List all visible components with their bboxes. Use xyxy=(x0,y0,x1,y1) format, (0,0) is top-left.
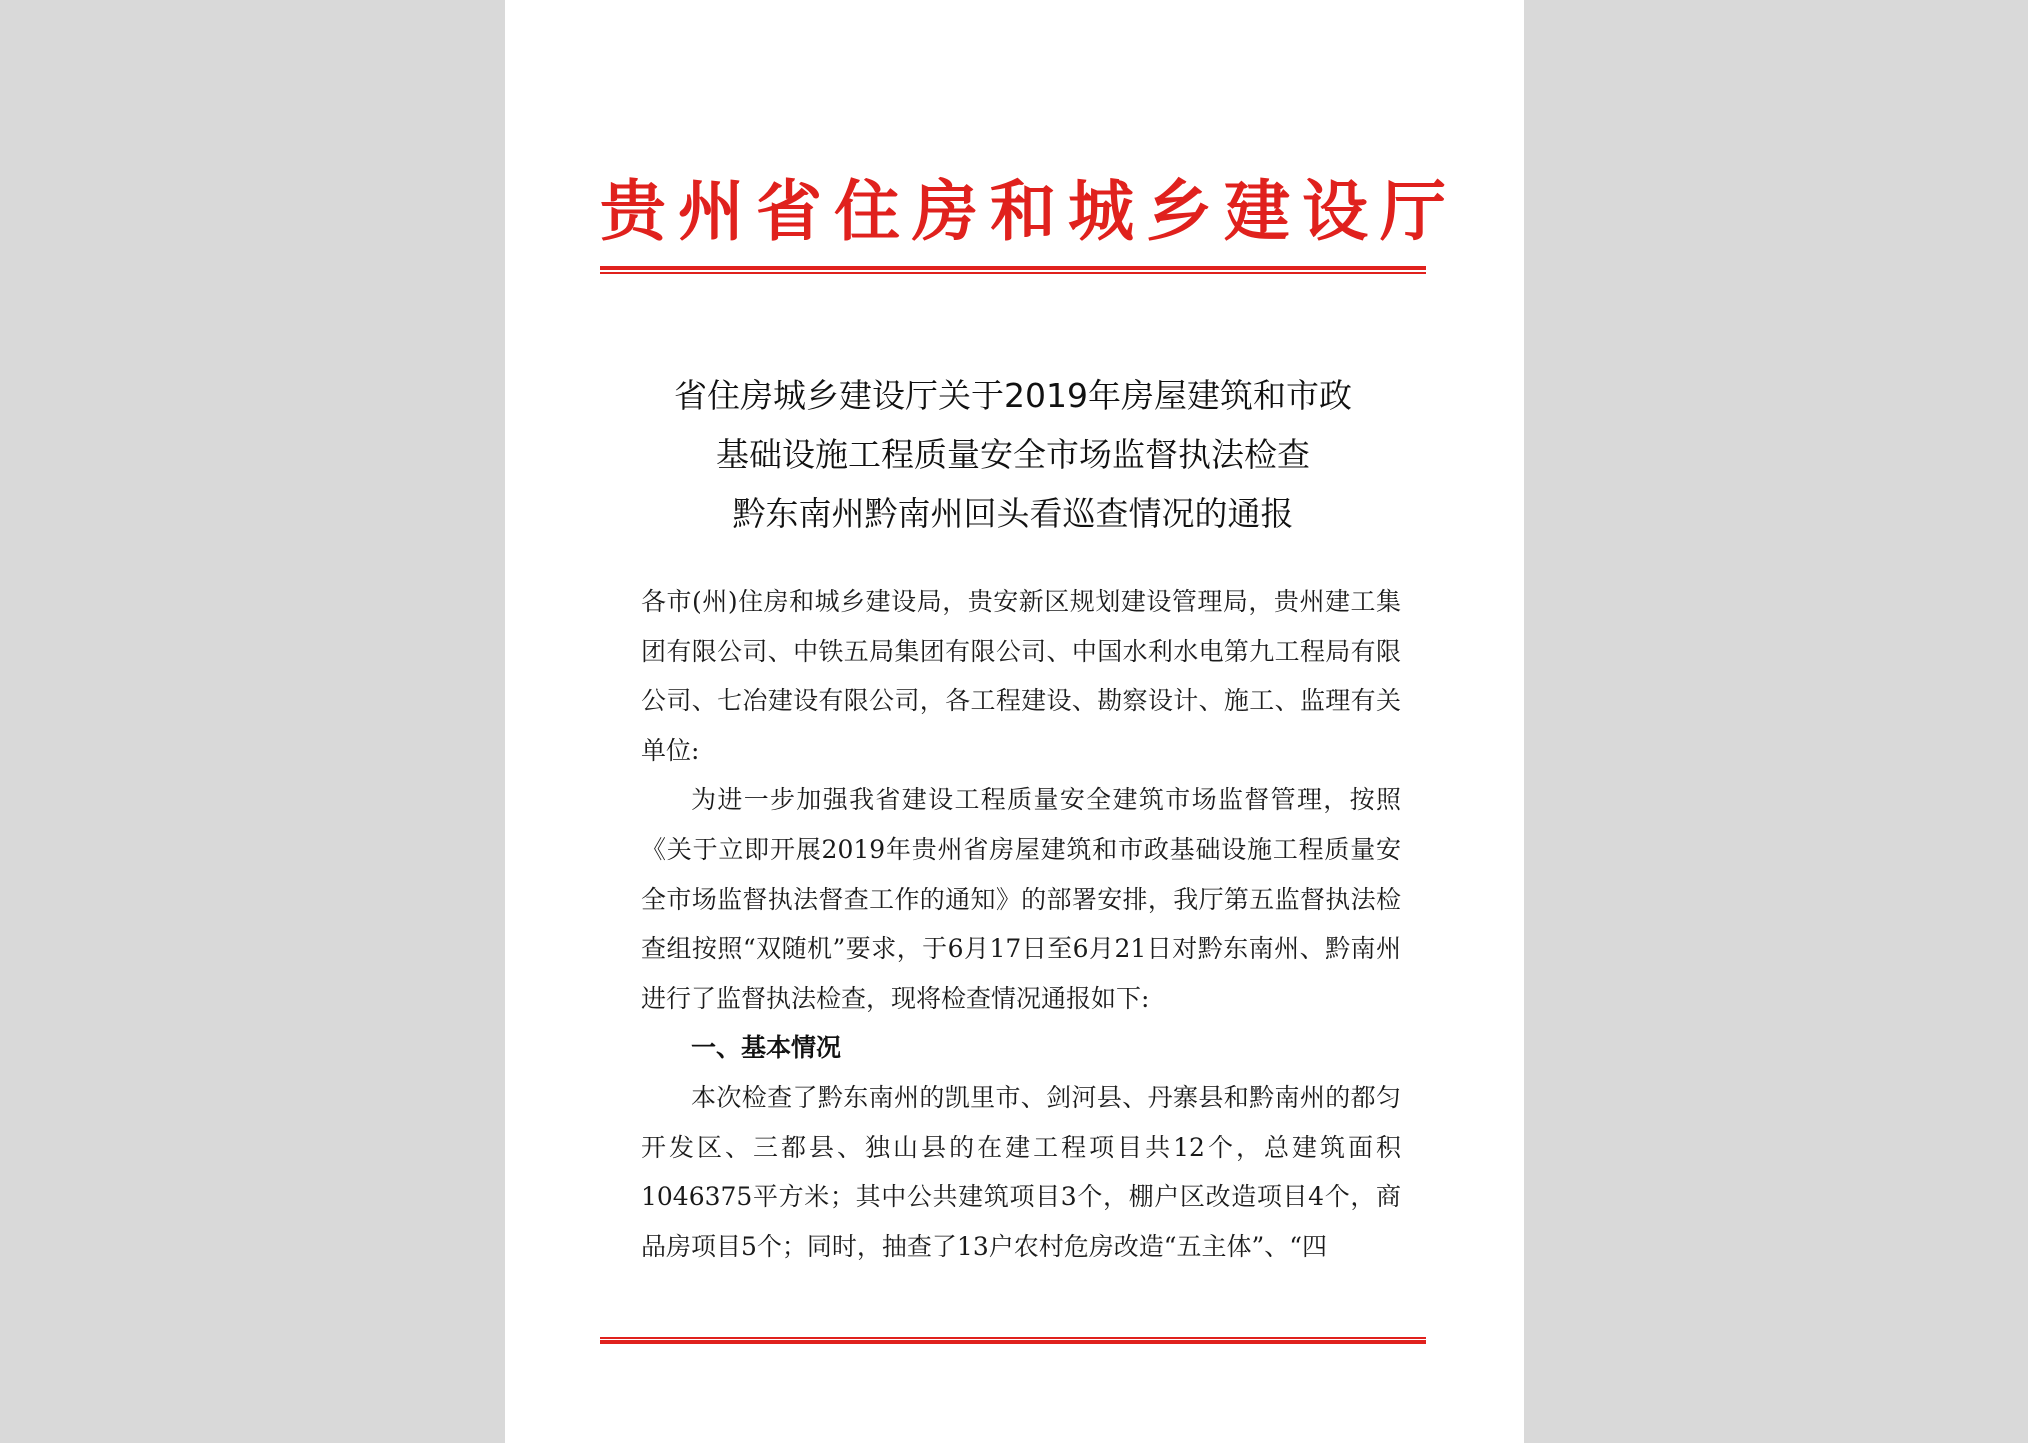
notice-title xyxy=(600,366,1426,543)
document-page xyxy=(505,0,1524,1443)
notice-title-line-1: 省住房城乡建设厅关于2019年房屋建筑和市政 xyxy=(674,376,1352,415)
intro-paragraph: 为进一步加强我省建设工程质量安全建筑市场监督管理，按照《关于立即开展2019年贵州省房屋建筑和市政基础设施工程质量安全市场监督执法督查工作的通知》的部署安排，我厅第五监督执法检查组按照“双随机”要求，于6月17日至6月21日对黔东南州、黔南州进行了监督执法检查，现将检查情况通报如下: xyxy=(641,785,1401,1013)
footer-rule-thick-line xyxy=(600,1340,1426,1344)
header-rule-thick-line xyxy=(600,266,1426,270)
recipients-paragraph: 各市(州)住房和城乡建设局，贵安新区规划建设管理局，贵州建工集团有限公司、中铁五局集团有限公司、中国水利水电第九工程局有限公司、七冶建设有限公司，各工程建设、勘察设计、施工、监理有关单位: xyxy=(641,587,1401,765)
header-rule-thin-line xyxy=(600,272,1426,274)
basic-situation-paragraph: 本次检查了黔东南州的凯里市、剑河县、丹寨县和黔南州的都匀开发区、三都县、独山县的在建工程项目共12个，总建筑面积1046375平方米；其中公共建筑项目3个，棚户区改造项目4个，商品房项目5个；同时，抽查了13户农村危房改造“五主体”、“四 xyxy=(641,1082,1401,1261)
agency-header-title: 贵州省住房和城乡建设厅 xyxy=(600,173,1458,250)
section-heading-basic-situation: 一、基本情况 xyxy=(691,1033,842,1063)
notice-title-line-3: 黔东南州黔南州回头看巡查情况的通报 xyxy=(732,494,1294,533)
notice-title-line-2: 基础设施工程质量安全市场监督执法检查 xyxy=(716,435,1310,474)
footer-red-rule xyxy=(600,1337,1426,1345)
footer-rule-thin-line xyxy=(600,1337,1426,1339)
header-red-rule xyxy=(600,266,1426,274)
document-body xyxy=(641,577,1401,1271)
